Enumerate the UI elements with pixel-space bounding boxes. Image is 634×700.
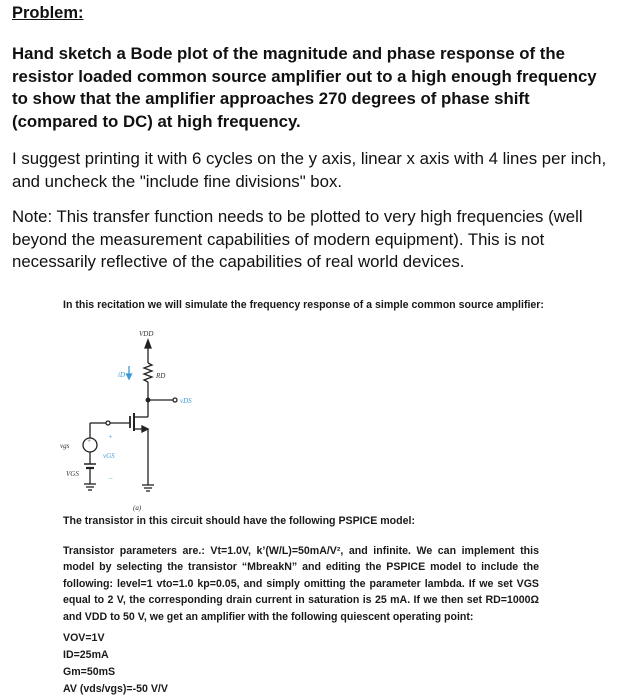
model-intro: The transistor in this circuit should have the following PSPICE model:	[63, 515, 415, 527]
problem-label: Problem:	[12, 4, 84, 22]
qpoint-vov: VOV=1V	[63, 632, 105, 644]
vgs-total-label: vGS	[103, 452, 115, 460]
vgs-source-label: vgs	[60, 442, 70, 450]
figure-caption: (a)	[133, 504, 142, 512]
vgs-bias-label: VGS	[66, 470, 79, 478]
recitation-intro: In this recitation we will simulate the frequency response of a simple common source amplifier:	[63, 299, 544, 311]
plus-sign: +	[108, 433, 113, 441]
vds-label: vDS	[180, 397, 192, 405]
id-label: iD	[118, 371, 125, 379]
qpoint-gm: Gm=50mS	[63, 666, 116, 678]
note-text: Note: This transfer function needs to be plotted to very high frequencies (well beyond the measurement capabilities of modern equipment). This is not necessarily reflective of the capabilities of real world devices.	[12, 207, 583, 272]
minus-sign: –	[109, 474, 113, 482]
source-plus: +	[87, 439, 92, 445]
vdd-label: VDD	[139, 330, 154, 338]
suggestion-text: I suggest printing it with 6 cycles on the y axis, linear x axis with 4 lines per inch, and uncheck the "include fine divisions" box.	[12, 149, 607, 191]
qpoint-id: ID=25mA	[63, 649, 109, 661]
transistor-parameters: Transistor parameters are.: Vt=1.0V, k’(W/L)=50mA/V², and infinite. We can implement this model by selecting the transistor “MbreakN” and editing the PSPICE model to include the following: level=1 vto=1.0 kp=0.05, and simply omitting the parameter lambda. If we set VGS equal to 2 V, the corresponding drain current in saturation is 25 mA. If we then set RD=1000Ω and VDD to 50 V, we get an amplifier with the following quiescent operating point:	[63, 545, 539, 623]
rd-label: RD	[156, 372, 166, 380]
problem-heading: Hand sketch a Bode plot of the magnitude and phase response of the resistor loaded common source amplifier out to a high enough frequency to show that the amplifier approaches 270 degrees of phase shift (compared to DC) at high frequency.	[12, 44, 597, 132]
qpoint-av: AV (vds/vgs)=-50 V/V	[63, 683, 168, 695]
circuit-diagram	[0, 320, 300, 520]
